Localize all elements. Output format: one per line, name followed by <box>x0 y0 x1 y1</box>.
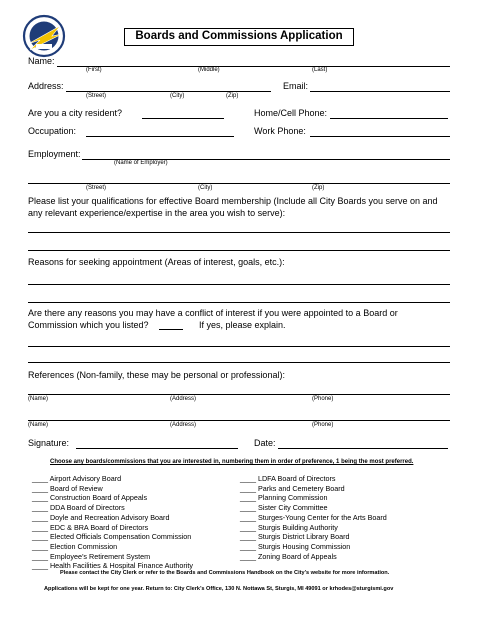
board-item[interactable]: ____ Parks and Cemetery Board <box>240 483 345 493</box>
home-phone-label: Home/Cell Phone: <box>254 108 328 118</box>
boards-left-list <box>32 474 193 571</box>
board-item[interactable]: ____ Board of Review <box>32 483 103 493</box>
board-item[interactable]: ____ Sturgis Building Authority <box>240 522 338 532</box>
employment-label: Employment: <box>28 149 81 159</box>
footer-return-info: Applications will be kept for one year. Return to: City Clerk’s Office, 130 N. Nottawa St, Sturgis, MI 49091 or krhodes@sturgismi.gov <box>44 586 394 592</box>
board-item[interactable]: ____ LDFA Board of Directors <box>240 474 336 483</box>
employer-city-sublabel: (City) <box>198 185 213 191</box>
ref2-address-sublabel: (Address) <box>170 422 197 428</box>
ref1-name-sublabel: (Name) <box>28 396 49 402</box>
board-instructions: Choose any boards/commissions that you are interested in, numbering them in order of preference, 1 being the most preferred. <box>50 459 414 465</box>
board-item[interactable]: ____ Employee’s Retirement System <box>32 551 151 561</box>
address-label: Address: <box>28 81 64 91</box>
board-item[interactable]: ____ Doyle and Recreation Advisory Board <box>32 512 170 522</box>
board-item[interactable]: ____ Health Facilities & Hospital Finance Authority <box>32 561 194 571</box>
employer-street-sublabel: (Street) <box>86 185 107 191</box>
board-item[interactable]: ____ Airport Advisory Board <box>32 474 122 483</box>
board-item[interactable]: ____ EDC & BRA Board of Directors <box>32 522 149 532</box>
work-phone-label: Work Phone: <box>254 126 306 136</box>
employer-address-field[interactable] <box>28 183 450 184</box>
boards-right-list <box>240 474 387 561</box>
resident-label: Are you a city resident? <box>28 108 123 118</box>
last-sublabel: (Last) <box>312 67 328 73</box>
board-item[interactable]: ____ Election Commission <box>32 541 118 551</box>
occupation-label: Occupation: <box>28 126 77 136</box>
first-sublabel: (First) <box>86 67 102 73</box>
board-item[interactable]: ____ Sturges-Young Center for the Arts Board <box>240 512 387 522</box>
board-item[interactable]: ____ Construction Board of Appeals <box>32 493 148 503</box>
board-item[interactable]: ____ DDA Board of Directors <box>32 503 125 513</box>
address-field[interactable] <box>66 91 271 92</box>
reference-line-2[interactable] <box>28 420 450 421</box>
employer-sublabel: (Name of Employer) <box>114 160 168 166</box>
conflict-text-2: Commission which you listed? <box>28 320 149 330</box>
qualifications-line-2[interactable] <box>28 250 450 251</box>
home-phone-field[interactable] <box>330 118 448 119</box>
occupation-field[interactable] <box>86 136 234 137</box>
board-item[interactable]: ____ Sturgis District Library Board <box>240 532 350 542</box>
form-title: Boards and Commissions Application <box>124 28 354 46</box>
conflict-text-1: Are there any reasons you may have a conflict of interest if you were appointed to a Board or <box>28 308 398 318</box>
resident-field[interactable] <box>142 118 224 119</box>
board-item[interactable]: ____ Sturgis Housing Commission <box>240 541 351 551</box>
board-item[interactable]: ____ Sister City Committee <box>240 503 328 513</box>
reasons-line-2[interactable] <box>28 302 450 303</box>
middle-sublabel: (Middle) <box>198 67 220 73</box>
conflict-explain-text: If yes, please explain. <box>199 320 286 330</box>
date-label: Date: <box>254 438 276 448</box>
ref2-phone-sublabel: (Phone) <box>312 422 334 428</box>
email-label: Email: <box>283 81 309 91</box>
qualifications-text-2: any relevant experience/expertise in the area you wish to serve): <box>28 208 286 218</box>
signature-label: Signature: <box>28 438 70 448</box>
employer-zip-sublabel: (Zip) <box>312 185 325 191</box>
street-sublabel: (Street) <box>86 93 107 99</box>
work-phone-field[interactable] <box>310 136 450 137</box>
board-item[interactable]: ____ Planning Commission <box>240 493 328 503</box>
reasons-line-1[interactable] <box>28 284 450 285</box>
references-text: References (Non-family, these may be personal or professional): <box>28 370 285 380</box>
zip-sublabel: (Zip) <box>226 93 239 99</box>
ref2-name-sublabel: (Name) <box>28 422 49 428</box>
name-label: Name: <box>28 56 55 66</box>
footer-contact: Please contact the City Clerk or refer to the Boards and Commissions Handbook on the City’s website for more information. <box>60 570 390 576</box>
qualifications-text-1: Please list your qualifications for effective Board membership (Include all City Boards you serve on and <box>28 196 438 206</box>
board-item[interactable]: ____ Elected Officials Compensation Commission <box>32 532 192 542</box>
ref1-phone-sublabel: (Phone) <box>312 396 334 402</box>
reference-line-1[interactable] <box>28 394 450 395</box>
ref1-address-sublabel: (Address) <box>170 396 197 402</box>
date-field[interactable] <box>278 448 448 449</box>
city-seal-logo <box>22 14 66 58</box>
email-field[interactable] <box>310 91 450 92</box>
qualifications-line-1[interactable] <box>28 232 450 233</box>
city-sublabel: (City) <box>170 93 185 99</box>
conflict-line-1[interactable] <box>28 346 450 347</box>
signature-field[interactable] <box>76 448 238 449</box>
conflict-line-2[interactable] <box>28 362 450 363</box>
board-item[interactable]: ____ Zoning Board of Appeals <box>240 551 337 561</box>
reasons-text: Reasons for seeking appointment (Areas of interest, goals, etc.): <box>28 257 285 267</box>
conflict-answer-field[interactable] <box>159 329 183 330</box>
name-field[interactable] <box>57 66 450 67</box>
